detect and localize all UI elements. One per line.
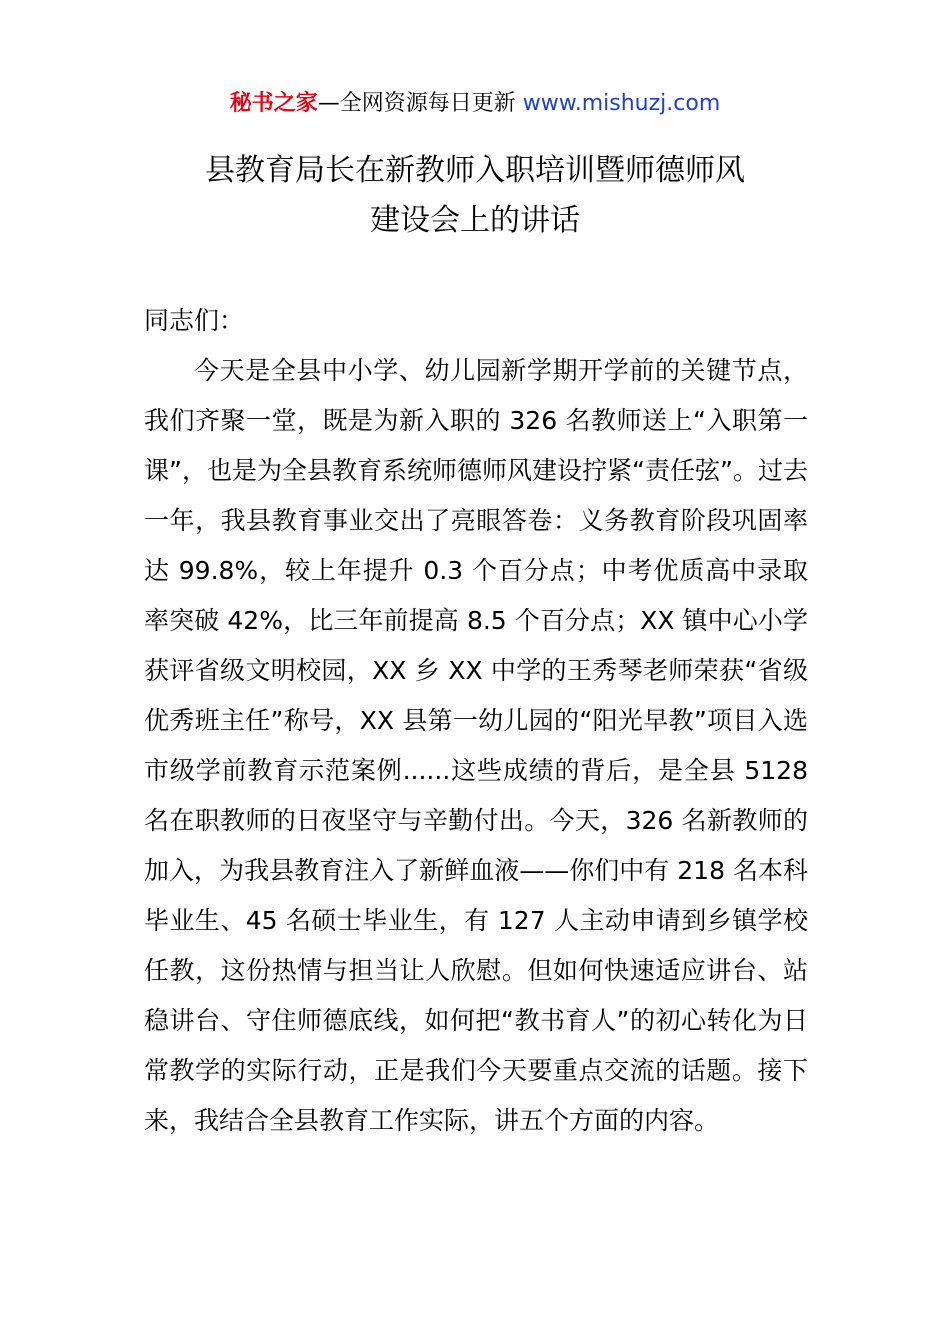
brand-name: 秘书之家 xyxy=(229,91,318,116)
salutation: 同志们： xyxy=(144,306,245,335)
site-url-link[interactable]: www.mishuzj.com xyxy=(522,91,721,116)
site-header xyxy=(0,88,950,120)
document-title xyxy=(0,146,950,246)
title-line-2: 建设会上的讲话 xyxy=(370,203,580,238)
document-body xyxy=(144,296,808,1146)
title-line-1: 县教育局长在新教师入职培训暨师德师风 xyxy=(205,153,745,188)
body-paragraph: 今天是全县中小学、幼儿园新学期开学前的关键节点，我们齐聚一堂，既是为新入职的 326 名教师送上“入职第一课”，也是为全县教育系统师德师风建设拧紧“责任弦”。过去一年，我县教育事业交出了亮眼答卷：义务教育阶段巩固率达 99.8%，较上年提升 0.3 个百分点；中考优质高中录取率突破 42%，比三年前提高 8.5 个百分点；XX 镇中心小学获评省级文明校园，XX 乡 XX 中学的王秀琴老师荣获“省级优秀班主任”称号，XX 县第一幼儿园的“阳光早教”项目入选市级学前教育示范案例......这些成绩的背后，是全县 5128 名在职教师的日夜坚守与辛勤付出。今天，326 名新教师的加入，为我县教育注入了新鲜血液——你们中有 218 名本科毕业生、45 名硕士毕业生，有 127 人主动申请到乡镇学校任教，这份热情与担当让人欣慰。但如何快速适应讲台、站稳讲台、守住师德底线，如何把“教书育人”的初心转化为日常教学的实际行动，正是我们今天要重点交流的话题。接下来，我结合全县教育工作实际，讲五个方面的内容。 xyxy=(144,356,808,1135)
site-tagline: —全网资源每日更新 xyxy=(317,91,516,116)
